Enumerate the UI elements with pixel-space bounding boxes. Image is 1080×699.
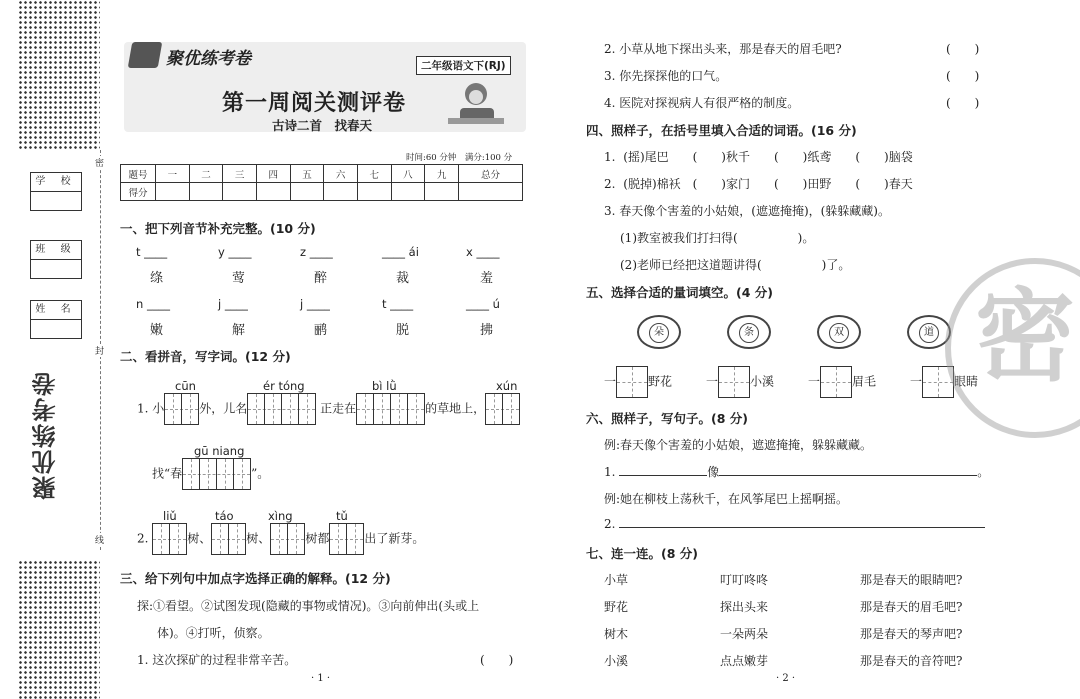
s7-col2-item[interactable]: 点点嫩芽 (720, 654, 769, 668)
seal-char-1: 密 (95, 156, 104, 169)
s4-heading: 四、照样子，在括号里填入合适的词语。(16 分) (586, 123, 857, 138)
s2-line-2 (152, 458, 269, 490)
dot-border-top-left (18, 0, 100, 150)
write-box[interactable] (329, 523, 364, 555)
score-input[interactable] (425, 183, 459, 201)
s1-char: 鹂 (314, 323, 328, 338)
s7-col2-item[interactable]: 叮叮咚咚 (720, 573, 769, 587)
s5-prefix: 一 (706, 374, 719, 389)
score-input[interactable] (290, 183, 324, 201)
score-input[interactable] (256, 183, 290, 201)
s6-blank-c[interactable] (619, 527, 985, 528)
class-field[interactable] (30, 240, 82, 279)
name-field[interactable] (30, 300, 82, 339)
lantern-word: 条 (739, 323, 759, 343)
vertical-brand-logo (28, 370, 68, 550)
s5-item (706, 366, 774, 398)
s1-char: 解 (232, 323, 246, 338)
score-input[interactable] (458, 183, 522, 201)
s5-prefix: 一 (604, 374, 617, 389)
write-box[interactable] (182, 458, 251, 490)
score-cell: 三 (223, 165, 257, 183)
page-subtitle: 古诗二首 找春天 (272, 118, 373, 133)
s1-pinyin-blank[interactable]: ____ ái (382, 245, 419, 259)
score-cell: 九 (425, 165, 459, 183)
s2-text: 出了新芽。 (364, 531, 425, 546)
s5-word: 小溪 (750, 374, 775, 389)
score-cell: 五 (290, 165, 324, 183)
s3-heading: 三、给下列句中加点字选择正确的解释。(12 分) (120, 571, 391, 586)
s7-col3-item[interactable]: 那是春天的眼睛吧? (860, 573, 963, 587)
score-table-row (121, 183, 523, 201)
s2-pinyin: liǔ (163, 509, 177, 523)
lantern-icon (817, 315, 861, 349)
s1-pinyin-blank[interactable]: n ____ (136, 297, 170, 311)
s2-text: 树都 (305, 531, 330, 546)
s1-char: 羞 (480, 271, 494, 286)
s6-num: 1. (604, 465, 616, 479)
score-input[interactable] (156, 183, 190, 201)
s2-pinyin: cūn (175, 379, 196, 393)
s1-pinyin-blank[interactable]: x ____ (466, 245, 500, 259)
score-cell: 一 (156, 165, 190, 183)
s1-char: 脱 (396, 323, 410, 338)
s7-col3-item[interactable]: 那是春天的音符吧? (860, 654, 963, 668)
score-cell: 题号 (121, 165, 156, 183)
lantern-icon (637, 315, 681, 349)
s7-col1-item[interactable]: 小草 (604, 573, 629, 587)
vertical-brand-text: 聚优练考卷 (32, 370, 60, 500)
score-input[interactable] (324, 183, 358, 201)
measure-word-box[interactable] (718, 366, 750, 398)
s6-example-2: 例:她在柳枝上荡秋千，在风筝尾巴上摇啊摇。 (604, 492, 849, 506)
s1-grid (136, 245, 526, 338)
s6-example-1: 例:春天像个害羞的小姑娘，遮遮掩掩，躲躲藏藏。 (604, 438, 873, 452)
s1-char: 绦 (150, 271, 164, 286)
grade-tag: 二年级语文下(RJ) (416, 56, 511, 75)
s1-char: 拂 (480, 323, 494, 338)
s2-text: 小 (152, 401, 165, 416)
s2-text: 树、 (187, 531, 212, 546)
score-cell: 二 (189, 165, 223, 183)
s2-num: 1. (137, 401, 149, 416)
s1-pinyin-blank[interactable]: j ____ (218, 297, 248, 311)
class-label: 班 级 (31, 241, 81, 260)
s3-def-1: 探:①看望。②试图发现(隐藏的事物或情况)。③向前伸出(头或上 (137, 599, 480, 613)
score-cell: 总分 (458, 165, 522, 183)
s4-row-2[interactable]: 2. (脱掉)棉袄 ( )家门 ( )田野 ( )春天 (604, 177, 913, 191)
score-table (120, 164, 523, 201)
s6-text: 。 (977, 465, 990, 479)
score-table-row (121, 165, 523, 183)
s2-text: 的草地上， (425, 401, 486, 416)
s5-item (604, 366, 672, 398)
page-title: 第一周阅关测评卷 (222, 90, 407, 116)
p2-q2-answer[interactable]: ( ) (946, 42, 980, 56)
s1-char: 醉 (314, 271, 328, 286)
score-cell: 八 (391, 165, 425, 183)
score-cell: 七 (357, 165, 391, 183)
score-cell: 得分 (121, 183, 156, 201)
s7-col1-item[interactable]: 野花 (604, 600, 629, 614)
s7-col1-item[interactable]: 树木 (604, 627, 629, 641)
s5-word: 野花 (648, 374, 673, 389)
stamp-char: 密 (975, 277, 1075, 395)
school-field[interactable] (30, 172, 82, 211)
p2-q3: 3. 你先探探他的口气。 (604, 69, 728, 83)
measure-word-box[interactable] (616, 366, 648, 398)
confidential-stamp (945, 258, 1080, 438)
s2-text: 正走在 (320, 401, 357, 416)
s1-pinyin-blank[interactable]: j ____ (300, 297, 330, 311)
s2-text: 找“春 (152, 466, 183, 481)
s3-q1-answer[interactable]: ( ) (480, 653, 514, 667)
s5-prefix: 一 (808, 374, 821, 389)
s6-line-2 (604, 517, 985, 531)
write-box[interactable] (152, 523, 187, 555)
s6-heading: 六、照样子，写句子。(8 分) (586, 411, 748, 426)
score-input[interactable] (223, 183, 257, 201)
score-input[interactable] (189, 183, 223, 201)
s7-col1-item[interactable]: 小溪 (604, 654, 629, 668)
s5-prefix: 一 (910, 374, 923, 389)
s1-char: 裁 (396, 271, 410, 286)
s2-pinyin: xún (496, 379, 518, 393)
score-cell: 六 (324, 165, 358, 183)
p2-q4-answer[interactable]: ( ) (946, 96, 980, 110)
lantern-word: 双 (829, 323, 849, 343)
write-box[interactable] (247, 393, 316, 425)
s2-pinyin: gū niang (194, 444, 245, 458)
s2-text: 树、 (246, 531, 271, 546)
s1-pinyin-blank[interactable]: y ____ (218, 245, 252, 259)
s7-col2-item[interactable]: 一朵两朵 (720, 627, 769, 641)
s6-blank-a[interactable] (619, 475, 707, 476)
page-number-2: · 2 · (776, 673, 796, 684)
s2-line-3 (137, 523, 424, 555)
school-label: 学 校 (31, 173, 81, 192)
s1-char: 嫩 (150, 323, 164, 338)
s7-col3-item[interactable]: 那是春天的琴声吧? (860, 627, 963, 641)
score-cell: 四 (256, 165, 290, 183)
s2-num: 2. (137, 531, 149, 546)
write-box[interactable] (211, 523, 246, 555)
s7-col2-item[interactable]: 探出头来 (720, 600, 769, 614)
girl-reading-illustration (440, 80, 512, 128)
write-box[interactable] (270, 523, 305, 555)
s2-text: ”。 (251, 466, 270, 481)
page-number-1: · 1 · (311, 673, 331, 684)
s1-pinyin-blank[interactable]: z ____ (300, 245, 333, 259)
p2-q3-answer[interactable]: ( ) (946, 69, 980, 83)
s4-row-5[interactable]: (2)老师已经把这道题讲得( )了。 (620, 258, 851, 272)
s5-word: 眉毛 (852, 374, 877, 389)
seal-char-3: 线 (95, 533, 104, 546)
lantern-word: 朵 (649, 323, 669, 343)
score-input[interactable] (391, 183, 425, 201)
s2-pinyin: táo (215, 509, 234, 523)
s2-line-1 (137, 393, 520, 425)
s1-heading: 一、把下列音节补充完整。(10 分) (120, 221, 316, 236)
s6-num: 2. (604, 517, 616, 531)
s2-pinyin: ér tóng (263, 379, 305, 393)
lantern-word: 道 (919, 323, 939, 343)
s2-pinyin: bì lǜ (372, 379, 397, 393)
s2-pinyin: xìng (268, 509, 293, 523)
name-label: 姓 名 (31, 301, 81, 320)
write-box[interactable] (164, 393, 199, 425)
s7-heading: 七、连一连。(8 分) (586, 546, 698, 561)
s4-row-4[interactable]: (1)教室被我们打扫得( )。 (620, 231, 815, 245)
write-box[interactable] (356, 393, 425, 425)
s1-pinyin-blank[interactable]: ____ ú (466, 297, 500, 311)
s2-pinyin: tǔ (336, 509, 348, 523)
seal-char-2: 封 (95, 344, 104, 357)
s4-row-3: 3. 春天像个害羞的小姑娘，(遮遮掩掩)，(躲躲藏藏)。 (604, 204, 890, 218)
banner-brand: 聚优练考卷 (166, 49, 251, 69)
time-score: 时间:60 分钟 满分:100 分 (406, 153, 513, 163)
s7-col3-item[interactable]: 那是春天的眉毛吧? (860, 600, 963, 614)
dot-border-bottom-left (18, 560, 100, 699)
s5-item (808, 366, 876, 398)
s5-word: 眼睛 (954, 374, 979, 389)
p2-q2: 2. 小草从地下探出头来，那是春天的眉毛吧? (604, 42, 842, 56)
s1-pinyin-blank[interactable]: t ____ (382, 297, 414, 311)
score-input[interactable] (357, 183, 391, 201)
lantern-icon (727, 315, 771, 349)
s3-q1: 1. 这次探矿的过程非常辛苦。 (137, 653, 297, 667)
s3-def-2: 体)。④打听，侦察。 (157, 626, 270, 640)
s4-row-1[interactable]: 1. (摇)尾巴 ( )秋千 ( )纸鸢 ( )脑袋 (604, 150, 913, 164)
s6-line-1 (604, 463, 989, 480)
s6-blank-b[interactable] (719, 475, 977, 476)
write-box[interactable] (485, 393, 520, 425)
s6-text: 像 (707, 465, 720, 479)
p2-q4: 4. 医院对探视病人有很严格的制度。 (604, 96, 800, 110)
s1-char: 莺 (232, 271, 246, 286)
cube-logo-icon (128, 42, 163, 68)
measure-word-box[interactable] (820, 366, 852, 398)
s5-heading: 五、选择合适的量词填空。(4 分) (586, 285, 773, 300)
s2-text: 外，儿名 (199, 401, 248, 416)
s2-heading: 二、看拼音，写字词。(12 分) (120, 349, 291, 364)
s1-pinyin-blank[interactable]: t ____ (136, 245, 168, 259)
